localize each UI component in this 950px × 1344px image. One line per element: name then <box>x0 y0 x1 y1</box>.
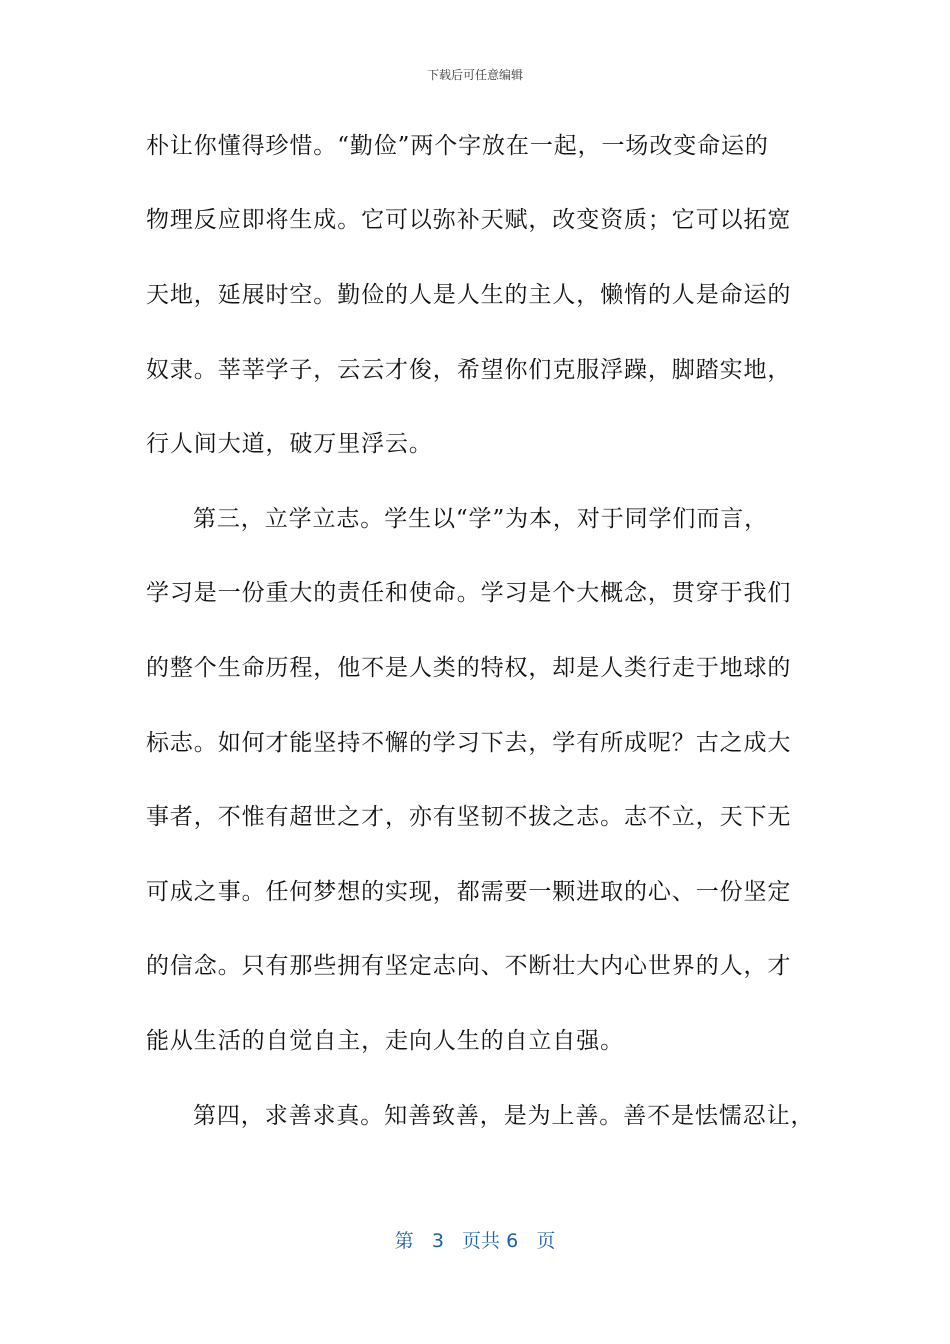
page-total: 6 <box>506 1230 519 1252</box>
text-line: 奴隶。莘莘学子，云云才俊，希望你们克服浮躁，脚踏实地， <box>146 357 792 383</box>
paragraph-start-line: 第四，求善求真。知善致善，是为上善。善不是怯懦忍让， <box>193 1103 815 1129</box>
text-line: 学习是一份重大的责任和使命。学习是个大概念，贯穿于我们 <box>146 580 792 606</box>
page-number-footer <box>0 1226 950 1253</box>
text-line: 朴让你懂得珍惜。“勤俭”两个字放在一起，一场改变命运的 <box>146 133 769 159</box>
paragraph-start-line: 第三，立学立志。学生以“学”为本，对于同学们而言， <box>193 506 769 532</box>
text-line: 可成之事。任何梦想的实现，都需要一颗进取的心、一份坚定 <box>146 879 792 905</box>
page-label-suffix: 页 <box>536 1230 556 1252</box>
text-line: 的整个生命历程，他不是人类的特权，却是人类行走于地球的 <box>146 655 792 681</box>
text-line: 物理反应即将生成。它可以弥补天赋，改变资质；它可以拓宽 <box>146 207 792 233</box>
text-line: 天地，延展时空。勤俭的人是人生的主人，懒惰的人是命运的 <box>146 282 792 308</box>
text-line: 事者，不惟有超世之才，亦有坚韧不拔之志。志不立，天下无 <box>146 804 792 830</box>
text-line: 标志。如何才能坚持不懈的学习下去，学有所成呢？古之成大 <box>146 730 792 756</box>
text-line: 行人间大道，破万里浮云。 <box>146 431 433 457</box>
page-label-mid: 页共 <box>462 1230 501 1252</box>
text-line: 的信念。只有那些拥有坚定志向、不断壮大内心世界的人，才 <box>146 953 792 979</box>
download-note: 下载后可任意编辑 <box>426 68 523 82</box>
page-label-prefix: 第 <box>394 1230 414 1252</box>
page-current: 3 <box>431 1230 444 1252</box>
text-line: 能从生活的自觉自主，走向人生的自立自强。 <box>146 1028 624 1054</box>
